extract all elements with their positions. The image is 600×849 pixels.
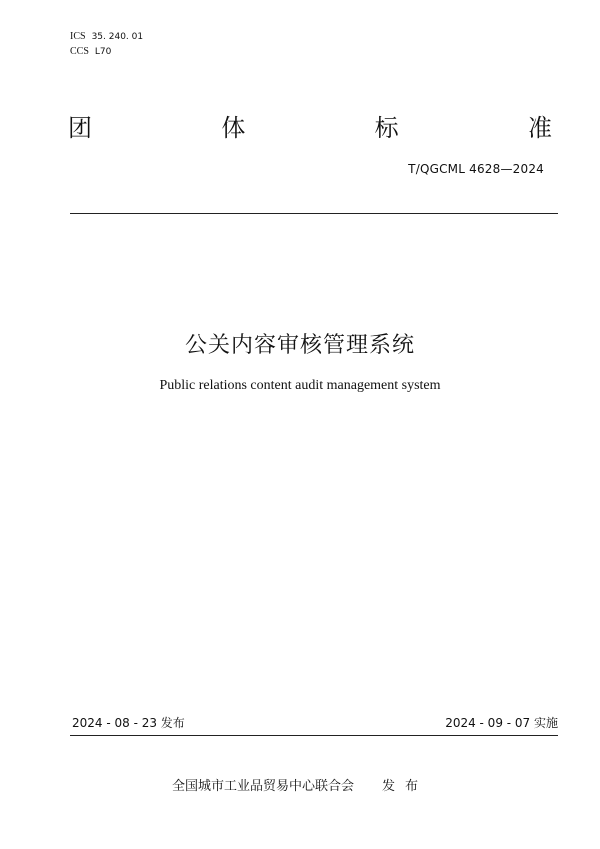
ics-classification [70, 30, 143, 44]
ccs-code: L70 [94, 47, 112, 57]
issue-date: 2024 - 08 - 23 发布 [72, 716, 185, 730]
ccs-label: CCS [70, 46, 89, 57]
standard-type-char: 团 [68, 114, 92, 142]
ics-code: 35. 240. 01 [91, 32, 144, 42]
standard-type-char: 体 [221, 114, 246, 142]
issuing-organization [0, 775, 600, 794]
document-title-zh: 公关内容审核管理系统 [184, 333, 415, 358]
implementation-date: 2024 - 09 - 07 实施 [445, 716, 558, 730]
standard-type-heading [68, 112, 552, 144]
standard-number: T/QGCML 4628—2024 [408, 162, 544, 176]
document-title-en: Public relations content audit management system [159, 378, 441, 393]
standard-type-char: 准 [527, 114, 552, 142]
ccs-classification [70, 45, 111, 59]
top-divider [70, 213, 558, 214]
standard-type-char: 标 [374, 114, 399, 142]
issuer-name: 全国城市工业品贸易中心联合会 [171, 779, 354, 794]
bottom-divider [70, 735, 558, 736]
ics-label: ICS [70, 31, 86, 42]
issuer-action: 发布 [382, 779, 429, 794]
